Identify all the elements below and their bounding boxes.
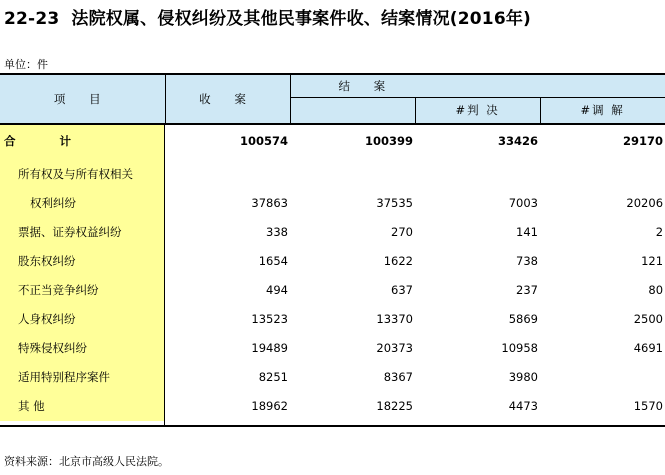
row-label: 特殊侵权纠纷: [0, 333, 165, 362]
cell-received: 494: [266, 282, 288, 297]
cell-received: [165, 159, 290, 188]
cell-closed: 18225: [376, 399, 413, 413]
cell-received: 338: [266, 224, 288, 239]
cell-mediated: 2: [655, 224, 664, 239]
row-label: 不正当竞争纠纷: [0, 275, 165, 304]
cell-closed: 637: [391, 282, 413, 297]
cell-judged: [415, 159, 540, 188]
header-item: 项 目: [0, 75, 165, 123]
bottom-rule: [0, 425, 665, 427]
cell-judged: 3980: [508, 369, 538, 384]
cell-received: 18962: [251, 399, 288, 413]
row-label: 权利纠纷: [0, 188, 165, 217]
row-label: 人身权纠纷: [0, 304, 165, 333]
cell-closed: 20373: [376, 340, 413, 355]
cell-mediated: 4691: [633, 340, 664, 355]
cell-judged: 5869: [508, 311, 538, 326]
header-rule: [0, 124, 665, 125]
data-table: [0, 75, 665, 421]
cell-closed: 13370: [376, 311, 413, 326]
row-label: 适用特别程序案件: [0, 362, 165, 391]
cell-mediated: 2500: [633, 311, 664, 326]
cell-mediated: [540, 362, 665, 391]
row-label: 股东权纠纷: [0, 246, 165, 275]
header-received: 收 案: [165, 75, 290, 123]
cell-received: 100574: [239, 134, 288, 149]
stub-divider: [164, 123, 165, 425]
cell-received: 8251: [258, 369, 288, 384]
row-label: 所有权及与所有权相关: [0, 159, 165, 188]
table-title-text: 法院权属、侵权纠纷及其他民事案件收、结案情况(2016年): [71, 9, 532, 29]
cell-judged: 4473: [508, 399, 538, 413]
cell-mediated: 80: [648, 282, 664, 297]
header-closed: 结 案: [290, 75, 665, 97]
cell-mediated: 20206: [626, 195, 664, 210]
row-label: 票据、证券权益纠纷: [0, 217, 165, 246]
cell-judged: 33426: [497, 134, 538, 149]
cell-closed: 270: [391, 224, 413, 239]
cell-closed: 37535: [376, 195, 413, 210]
cell-received: 37863: [251, 195, 288, 210]
table-number: 22-23: [4, 9, 60, 29]
cell-mediated: 29170: [623, 134, 664, 149]
cell-mediated: 121: [641, 253, 664, 268]
table-title: [4, 4, 531, 29]
cell-judged: 10958: [501, 340, 538, 355]
cell-judged: 141: [516, 224, 538, 239]
row-label: 合 计: [0, 123, 165, 159]
cell-judged: 237: [516, 282, 538, 297]
cell-mediated: 1570: [633, 399, 664, 413]
cell-received: 1654: [258, 253, 288, 268]
header-judged: #判 决: [415, 97, 540, 123]
unit-label: 单位：件: [4, 58, 48, 71]
cell-received: 19489: [251, 340, 288, 355]
cell-mediated: [540, 159, 665, 188]
row-label: 其 他: [0, 391, 165, 421]
cell-judged: 7003: [508, 195, 538, 210]
cell-judged: 738: [516, 253, 538, 268]
cell-closed: 100399: [364, 134, 413, 149]
cell-received: 13523: [251, 311, 288, 326]
source-note: 资料来源：北京市高级人民法院。: [4, 455, 169, 468]
cell-closed: 1622: [383, 253, 413, 268]
header-mediated: #调 解: [540, 97, 665, 123]
cell-closed: [290, 159, 415, 188]
cell-closed: 8367: [383, 369, 413, 384]
header-spacer: [290, 97, 415, 123]
